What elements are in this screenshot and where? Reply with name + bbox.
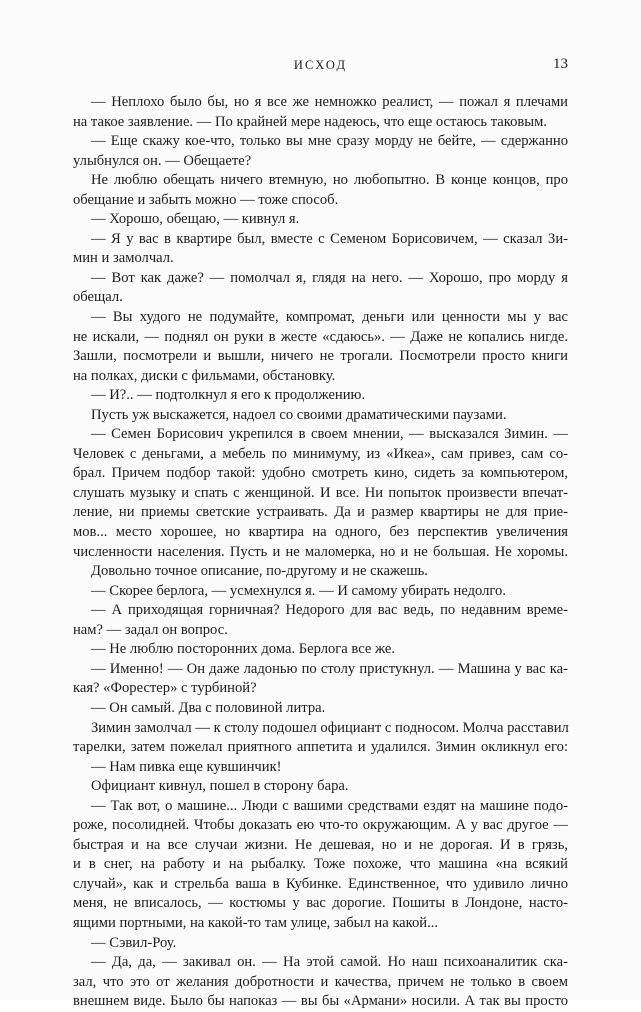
text-line: улыбнулся он. — Обещаете? bbox=[73, 152, 252, 169]
text-line: роже, посолидней. Чтобы доказать ею что-то окружающим. А у вас другое — bbox=[73, 817, 568, 834]
text-line: Пусть уж выскажется, надоел со своими драматическими паузами. bbox=[91, 406, 507, 423]
text-line: меня, не вписалось, — костюмы у вас дорогие. Пошиты в Лондоне, насто- bbox=[73, 895, 568, 912]
text-line: внешнем виде. Было бы напоказ — вы бы «Армани» носили. А так вы просто bbox=[73, 993, 568, 1010]
text-line: — Вы худого не подумайте, компромат, деньги или ценности мы у вас bbox=[91, 309, 568, 326]
text-line: — Неплохо было бы, но я все же немножко реалист, — пожал я плечами bbox=[91, 94, 568, 110]
text-line: — Не люблю посторонних дома. Берлога все же. bbox=[91, 641, 395, 658]
text-line: — Нам пивка еще кувшинчик! bbox=[91, 758, 282, 775]
text-line: — Сэвил-Роу. bbox=[91, 934, 177, 951]
text-line: нам? — задал он вопрос. bbox=[73, 621, 228, 638]
text-line: тарелки, затем пожелал приятного аппетита и удалился. Зимин окликнул его: bbox=[73, 739, 568, 756]
text-line: — Так вот, о машине... Люди с вашими средствами ездят на машине подо- bbox=[91, 797, 568, 814]
text-line: Зимин замолчал — к столу подошел официант с подносом. Молча расставил bbox=[91, 719, 569, 736]
text-line: — А приходящая горничная? Недорого для вас ведь, по недавним време- bbox=[91, 602, 568, 619]
text-line: не искали, — поднял он руки в жесте «сдаюсь». — Даже не копались нигде. bbox=[73, 328, 568, 345]
text-line: быстрая и на все случаи жизни. Не дешевая, но и не дорогая. И в грязь, bbox=[73, 836, 568, 853]
text-line: Человек с деньгами, а мебель по минимуму, из «Икеа», сам привез, сам со- bbox=[73, 445, 568, 462]
text-line: — Да, да, — закивал он. — На этой самой. Но наш психоаналитик ска- bbox=[91, 954, 568, 971]
text-line: численности населения. Пусть и не маломерка, но и не большая. Не хоромы. bbox=[73, 543, 568, 560]
text-line: Довольно точное описание, по-другому и не скажешь. bbox=[91, 563, 428, 580]
text-line: и в снег, на работу и на рыбалку. Тоже похоже, что машина «на всякий bbox=[73, 856, 568, 873]
text-line: — Он самый. Два с половиной литра. bbox=[91, 699, 326, 716]
text-line: зал, что это от желания добротности и качества, причем не только в своем bbox=[73, 973, 568, 990]
text-line: на полках, диски с фильмами, обстановку. bbox=[73, 367, 336, 384]
text-line: — Вот как даже? — помолчал я, глядя на него. — Хорошо, про морду я bbox=[91, 269, 568, 286]
text-line: — Скорее берлога, — усмехнулся я. — И самому убирать недолго. bbox=[91, 582, 506, 599]
page-header bbox=[73, 58, 568, 78]
page-number: 13 bbox=[553, 56, 568, 72]
text-line: — Еще скажу кое-что, только вы мне сразу морду не бейте, — сдержанно bbox=[91, 133, 568, 150]
text-line: мов... место хорошее, но квартира на одного, без перспектив увеличения bbox=[73, 524, 568, 541]
text-line: Официант кивнул, пошел в сторону бара. bbox=[91, 778, 349, 795]
text-line: на такое заявление. — По крайней мере надеюсь, что еще остаюсь таковым. bbox=[73, 113, 547, 130]
body-text bbox=[73, 93, 568, 1012]
text-line: случай», как и стрельба ваша в Кубинке. Единственное, что удивило лично bbox=[73, 875, 568, 892]
text-line: Зашли, посмотрели и вышли, ничего не трогали. Посмотрели просто книги bbox=[73, 348, 568, 365]
text-line: — Именно! — Он даже ладонью по столу пристукнул. — Машина у вас ка- bbox=[91, 660, 568, 677]
text-line: мин и замолчал. bbox=[73, 250, 174, 267]
text-line: Не люблю обещать ничего втемную, но любопытно. В конце концов, про bbox=[91, 172, 568, 189]
running-title: ИСХОД bbox=[293, 58, 348, 72]
text-line: — Я у вас в квартире был, вместе с Семеном Борисовичем, — сказал Зи- bbox=[91, 230, 568, 247]
text-line: — И?.. — подтолкнул я его к продолжению. bbox=[91, 387, 366, 404]
text-line: ящими портными, на какой-то там улице, забыл на какой... bbox=[73, 914, 439, 931]
text-line: брал. Причем подбор такой: удобно смотреть кино, сидеть за компьютером, bbox=[73, 465, 568, 482]
text-line: обещал. bbox=[73, 289, 123, 306]
text-line: обещание и забыть можно — тоже способ. bbox=[73, 191, 339, 208]
text-line: слушать музыку и спать с женщиной. И все. Ни попыток произвести впечат- bbox=[73, 484, 568, 501]
text-line: — Семен Борисович укрепился в своем мнении, — высказался Зимин. — bbox=[91, 426, 568, 443]
text-line: ление, ни приемы светские устраивать. Да и размер квартиры не для прие- bbox=[73, 504, 568, 521]
text-line: кая? «Форестер» с турбиной? bbox=[73, 680, 257, 697]
text-line: — Хорошо, обещаю, — кивнул я. bbox=[91, 211, 300, 228]
